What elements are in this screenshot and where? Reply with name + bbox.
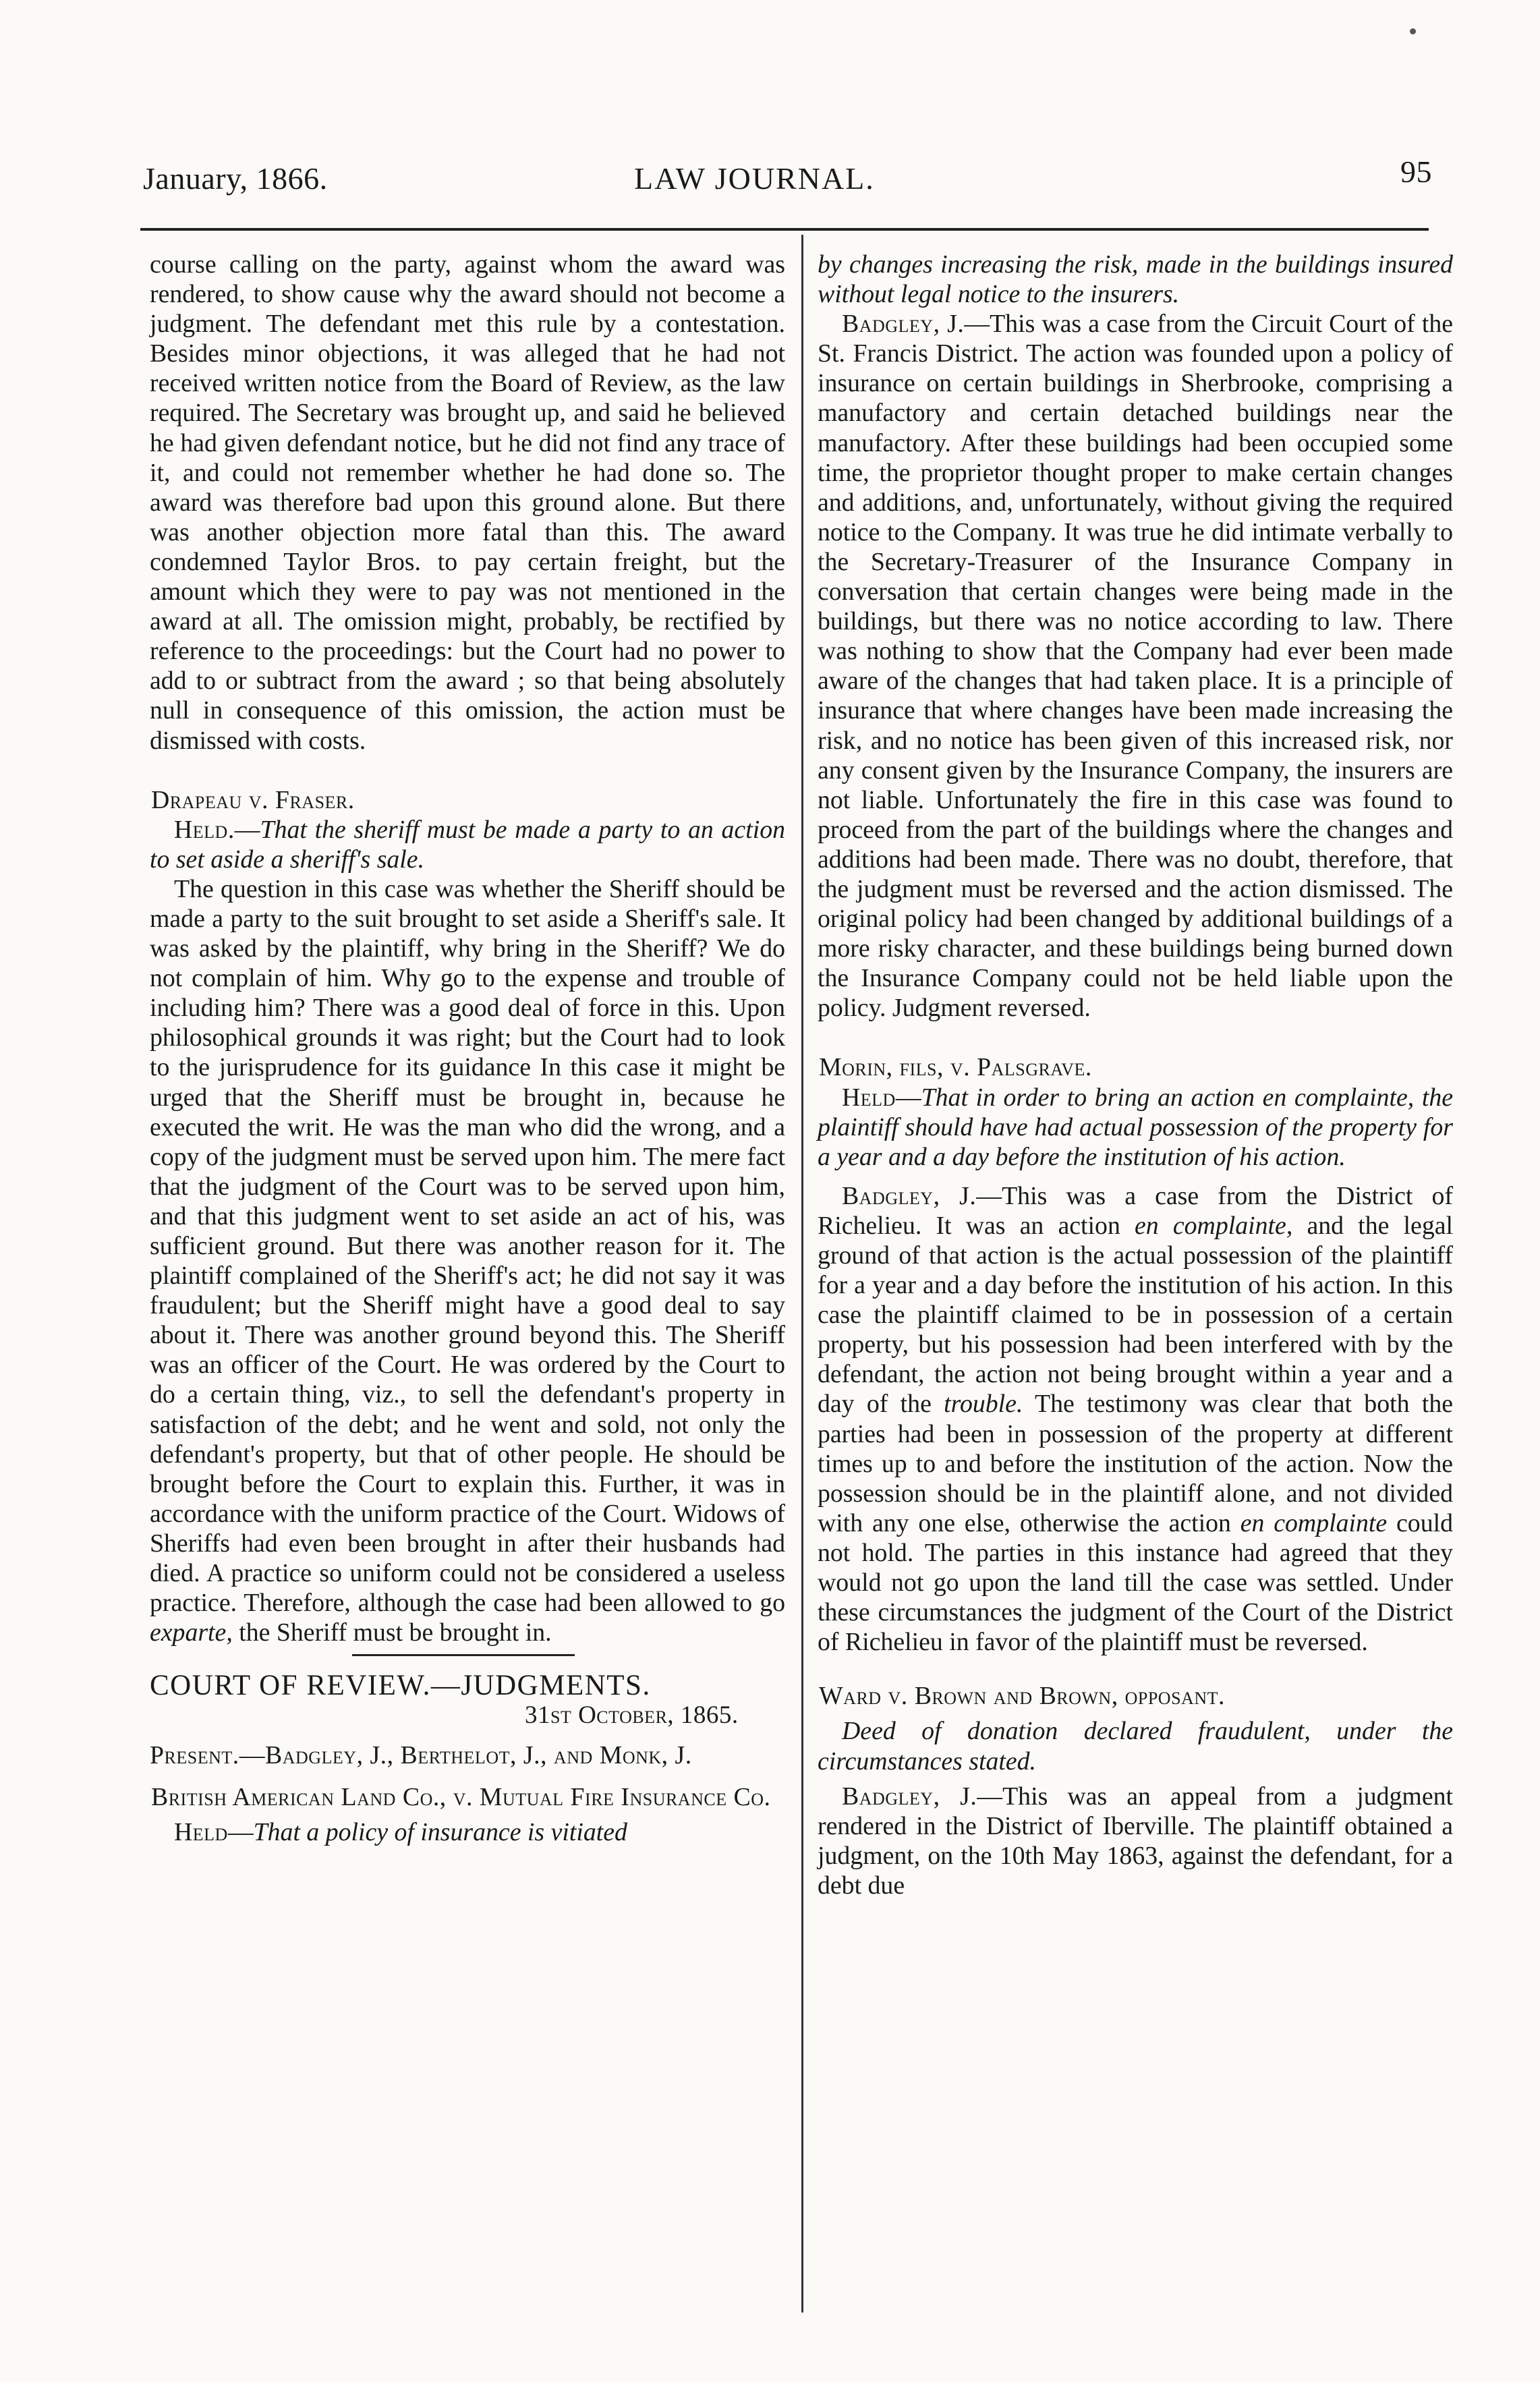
page-number: 95 [1400,154,1432,189]
case-body-text: This was a case from the Circuit Court of the St. Francis District. The action was founded upon a policy of insurance on certain buildings in Sherbrooke, comprising a manufactory and certain detached buildings near the manufactory. After these buildings had been occupied some time, the proprietor thought proper to make certain changes and additions, and, unfortunately, without giving the required notice to the Company. It was true he did intimate verbally to the Secretary-Treasurer of the Insurance Company in conversation that certain changes were being made in the buildings, but there was no notice according to law. There was nothing to show that the Company had ever been made aware of the changes that had taken place. It is a principle of insurance that where changes have been made increasing the risk, and no notice has been given of this increased risk, nor any consent given by the Insurance Company, the insurers are not liable. Unfortunately the fire in this case was found to proceed from the part of the buildings where the changes and additions had been made. There was no doubt, therefore, that the judgment must be reversed and the action dismissed. The original policy had been changed by additional buildings of a more risky character, and these buildings being burned down the Insurance Company could not be held liable upon the policy. Judgment reversed. [818,310,1453,1023]
ink-speck [1410,28,1416,34]
case-body-ward: Badgley, J.—This was an appeal from a judgment rendered in the District of Iberville. The plaintiff obtained a judgment, on the 10th May 1863, against the defendant, for a debt due [818,1782,1453,1900]
case-body-italic: exparte, [150,1618,233,1647]
body-part-c: The testimony was clear that both the parties had been in possession of the property at different times up to and before the institution of the action. Now the possession should be in the plaintiff alone, and not divided with any one else, otherwise the action [818,1390,1453,1537]
case-caption-drapeau: Drapeau v. Fraser. [151,785,355,814]
case-caption-morin: Morin, fils, v. Palsgrave. [819,1053,1092,1082]
held-text: That the sheriff must be made a party to an action to set aside a sheriff's sale. [150,815,785,874]
section-date: 31st October, 1865. [525,1701,739,1730]
body-part-a: This was a case from the District of Richelieu. It was an action [818,1181,1453,1240]
headnote-ward: Deed of donation declared fraudulent, under the circumstances stated. [818,1717,1453,1776]
header-title: LAW JOURNAL. [634,161,875,196]
held-text: That in order to bring an action en complainte, the plaintiff should have had actual possession of the property for a year and a day before the institution of his action. [818,1083,1453,1171]
body-italic-3: en complainte [1240,1508,1388,1537]
header-date: January, 1866. [143,161,328,196]
opening-paragraph: course calling on the party, against whom the award was rendered, to show cause why the award should not become a judgment. The defendant met this rule by a contestation. Besides minor objections, it was alleged that he had not received written notice from the Board of Review, as the law required. The Secretary was brought up, and said he believed he had given defendant notice, but he did not find any trace of it, and could not remember whether he had done so. The award was therefore bad upon this ground alone. But there was another objection more fatal than this. The award condemned Taylor Bros. to pay certain freight, but the amount which they were to pay was not mentioned in the award at all. The omission might, probably, be rectified by reference to the proceedings: but the Court had no power to add to or subtract from the award ; so that being absolutely null in consequence of this omission, the action must be dismissed with costs. [150,250,785,755]
case-body-morin: Badgley, J.—This was a case from the District of Richelieu. It was an action en complainte, and the legal ground of that action is the actual possession of the plaintiff for a year and a day before the institution of his action. In this case the plaintiff claimed to be in possession of a certain property, but his possession had been interfered with by the defendant, the action not being brought within a year and a day of the trouble. The testimony was clear that both the parties had been in possession of the property at different times up to and before the institution of the action. Now the possession should be in the plaintiff alone, and not divided with any one else, otherwise the action en complainte could not hold. The parties in this instance had agreed that they would not go upon the land till the case was settled. Under these circumstances the judgment of the Court of the District of Richelieu in favor of the plaintiff must be reversed. [818,1181,1453,1657]
case-body-british-american: Badgley, J.—This was a case from the Circuit Court of the St. Francis District. The action was founded upon a policy of insurance on certain buildings in Sherbrooke, comprising a manufactory and certain detached buildings near the manufactory. After these buildings had been occupied some time, the proprietor thought proper to make certain changes and additions, and, unfortunately, without giving the required notice to the Company. It was true he did intimate verbally to the Secretary-Treasurer of the Insurance Company in conversation that certain changes were being made in the buildings, but there was no notice according to law. There was nothing to show that the Company had ever been made aware of the changes that had taken place. It is a principle of insurance that where changes have been made increasing the risk, and no notice has been given of this increased risk, nor any consent given by the Insurance Company, the insurers are not liable. Unfortunately the fire in this case was found to proceed from the part of the buildings where the changes and additions had been made. There was no doubt, therefore, that the judgment must be reversed and the action dismissed. The original policy had been changed by additional buildings of a more risky character, and these buildings being burned down the Insurance Company could not be held liable upon the policy. Judgment reversed. [818,310,1453,1023]
right-column [818,250,1453,1900]
judge-name: Badgley, J. [842,1782,977,1811]
held-label: Held. [174,815,235,844]
section-rule [352,1654,575,1656]
judge-name: Badgley, J. [842,1181,977,1210]
body-italic-2: trouble. [944,1390,1023,1419]
section-heading: COURT OF REVIEW.—JUDGMENTS. [150,1670,651,1702]
case-body-main: The question in this case was whether the Sheriff should be made a party to the suit brought to set aside a Sheriff's sale. It was asked by the plaintiff, why bring in the Sheriff? We do not complain of him. Why go to the expense and trouble of including him? There was a good deal of force in this. Upon philosophical grounds it was right; but the Court had to look to the jurisprudence for its guidance In this case it might be urged that the Sheriff must be brought in, because he executed the writ. He was the man who did the wrong, and a copy of the judgment must be served upon him. The mere fact that the judgment of the Court was to be served upon him, and that this judgment went to set aside an act of his, was sufficient ground. But there was another reason for it. The plaintiff complained of the Sheriff's act; he did not say it was fraudulent; but the Sheriff might have a good deal to say about it. There was another ground beyond this. The Sheriff was an officer of the Court. He was ordered by the Court to do a certain thing, viz., to sell the defendant's property in satisfaction of the debt; and he went and sold, not only the defendant's property, but that of other people. He should be brought before the Court to explain this. Further, it was in accordance with the uniform practice of the Court. Widows of Sheriffs had even been brought in after their husbands had died. A practice so uniform could not be considered a useless practice. Therefore, although the case had been allowed to go [150,874,785,1618]
case-body-end: the Sheriff must be brought in. [232,1618,552,1647]
case-body-text: This was an appeal from a judgment rendered in the District of Iberville. The plaintiff obtained a judgment, on the 10th May 1863, against the defendant, for a debt due [818,1782,1453,1900]
held-continued: by changes increasing the risk, made in the buildings insured without legal notice to the insurers. [818,250,1453,309]
left-column [150,250,785,1847]
case-caption-british-american: British American Land Co., v. Mutual Fire Insurance Co. [151,1782,771,1811]
held-label: Held [842,1083,896,1112]
body-italic-1: en complainte, [1135,1211,1293,1240]
body-part-b: and the legal ground of that action is the actual possession of the plaintiff for a year and a day before the institution of his action. In this case the plaintiff claimed to be in possession of a certain property, but his possession had been interfered with by the defendant, the action not being brought within a year and a day of the [818,1211,1453,1419]
held-drapeau: Held.—That the sheriff must be made a party to an action to set aside a sheriff's sale. [150,815,785,874]
body-part-d: could not hold. The parties in this instance had agreed that they would not go upon the land till the case was settled. Under these circumstances the judgment of the Court of the District of Richelieu in favor of the plaintiff must be reversed. [818,1508,1453,1657]
judge-name: Badgley, J. [842,310,965,339]
held-morin: Held—That in order to bring an action en complainte, the plaintiff should have had actual possession of the property for a year and a day before the institution of his action. [818,1083,1453,1171]
header-rule [140,228,1429,231]
present-line: Present.—Badgley, J., Berthelot, J., and Monk, J. [150,1740,692,1769]
case-caption-ward: Ward v. Brown and Brown, opposant. [819,1682,1225,1711]
case-body-drapeau [150,874,785,1647]
held-label: Held [174,1817,228,1846]
held-british-american: Held—That a policy of insurance is vitiated [174,1817,627,1846]
column-divider [801,235,803,2313]
held-text: That a policy of insurance is vitiated [253,1817,627,1846]
